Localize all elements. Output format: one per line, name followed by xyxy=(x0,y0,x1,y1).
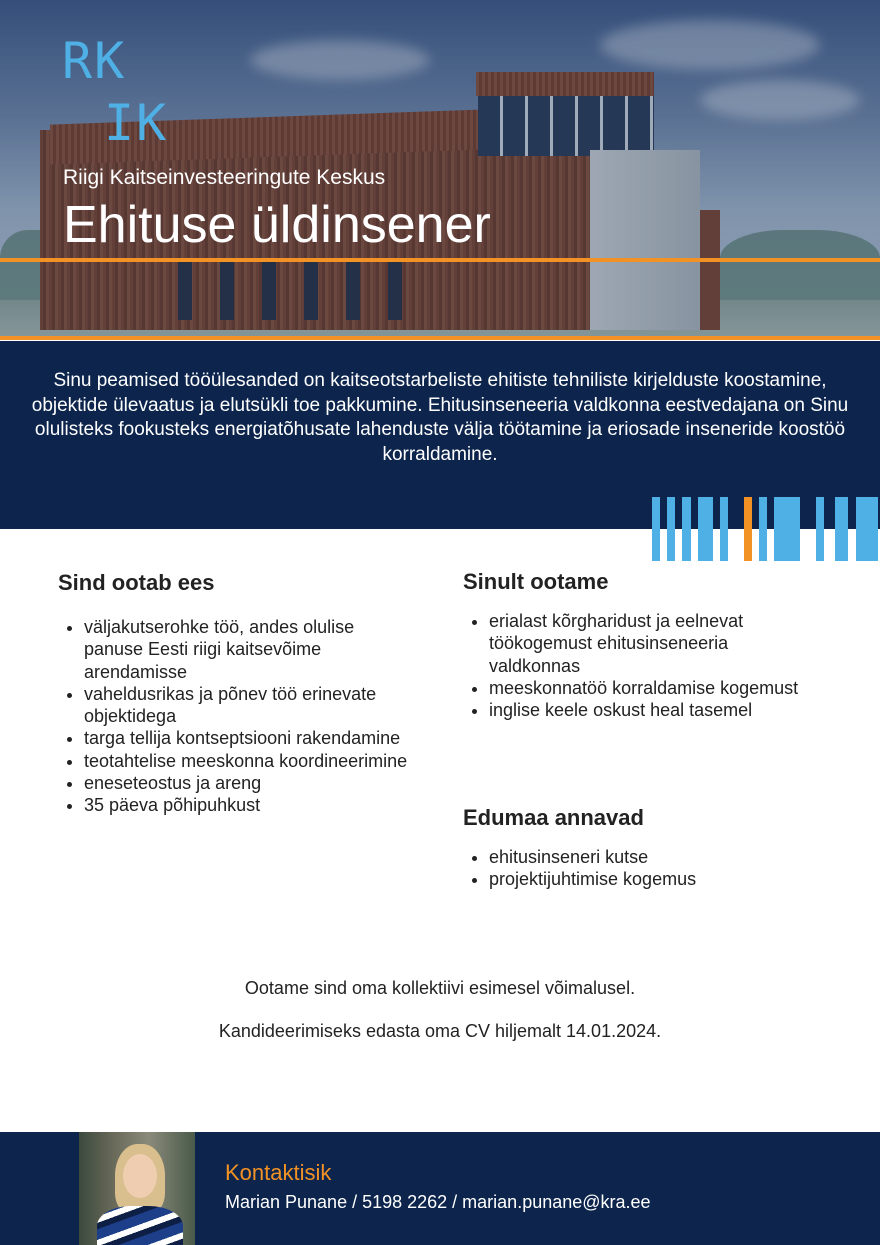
list-item: • eneseteostus ja areng xyxy=(84,772,418,794)
offer-section xyxy=(58,570,418,817)
advantages-heading: Edumaa annavad xyxy=(463,805,644,830)
job-title: Ehituse üldinsener xyxy=(63,196,491,254)
advantages-list xyxy=(463,846,803,891)
organization-name: Riigi Kaitseinvesteeringute Keskus xyxy=(63,166,386,189)
list-item: • teotahtelise meeskonna koordineerimine xyxy=(84,750,418,772)
contact-info[interactable]: Marian Punane / 5198 2262 / marian.punane@kra.ee xyxy=(225,1192,651,1212)
advantages-section xyxy=(463,805,803,891)
decorative-barcode-stripes xyxy=(650,497,880,561)
list-item: • erialast kõrgharidust ja eelnevat töökogemust ehitusinseneeria valdkonnas xyxy=(489,610,803,677)
intro-text: Sinu peamised tööülesanded on kaitseotstarbeliste ehitiste tehniliste kirjelduste koostamine, objektide ülevaatus ja elutsükli toe pakkumine. Ehitusinseneeria valdkonna eestvedajana on Sinu olulisteks fookusteks energiatõhusate lahenduste välja töötamine ja eriosade inseneride koostöö korraldamine. xyxy=(31,370,849,465)
logo-line-2: IK xyxy=(104,94,169,152)
list-item: • ehitusinseneri kutse xyxy=(489,846,803,868)
list-item: • meeskonnatöö korraldamise kogemust xyxy=(489,677,803,699)
list-item: • 35 päeva põhipuhkust xyxy=(84,794,418,816)
list-item: • väljakutserohke töö, andes olulise panuse Eesti riigi kaitsevõime arendamisse xyxy=(84,616,418,683)
closing-line-1: Ootame sind oma kollektiivi esimesel võimalusel. xyxy=(244,978,636,998)
offer-list xyxy=(58,616,418,817)
requirements-list xyxy=(463,610,803,721)
closing-line-2: Kandideerimiseks edasta oma CV hiljemalt 14.01.2024. xyxy=(218,1021,662,1041)
requirements-section xyxy=(463,569,803,721)
hero-bottom-line xyxy=(0,336,880,340)
contact-label: Kontaktisik xyxy=(225,1160,332,1185)
logo-line-1: RK xyxy=(62,32,127,90)
list-item: • targa tellija kontseptsiooni rakendamine xyxy=(84,727,418,749)
contact-footer xyxy=(0,1132,880,1245)
list-item: • inglise keele oskust heal tasemel xyxy=(489,699,803,721)
rkik-logo xyxy=(62,30,168,154)
list-item: • projektijuhtimise kogemus xyxy=(489,868,803,890)
list-item: • vaheldusrikas ja põnev töö erinevate objektidega xyxy=(84,683,418,728)
requirements-heading: Sinult ootame xyxy=(463,569,609,594)
offer-heading: Sind ootab ees xyxy=(58,570,215,595)
contact-photo xyxy=(79,1132,195,1245)
header-divider-line xyxy=(0,258,880,262)
